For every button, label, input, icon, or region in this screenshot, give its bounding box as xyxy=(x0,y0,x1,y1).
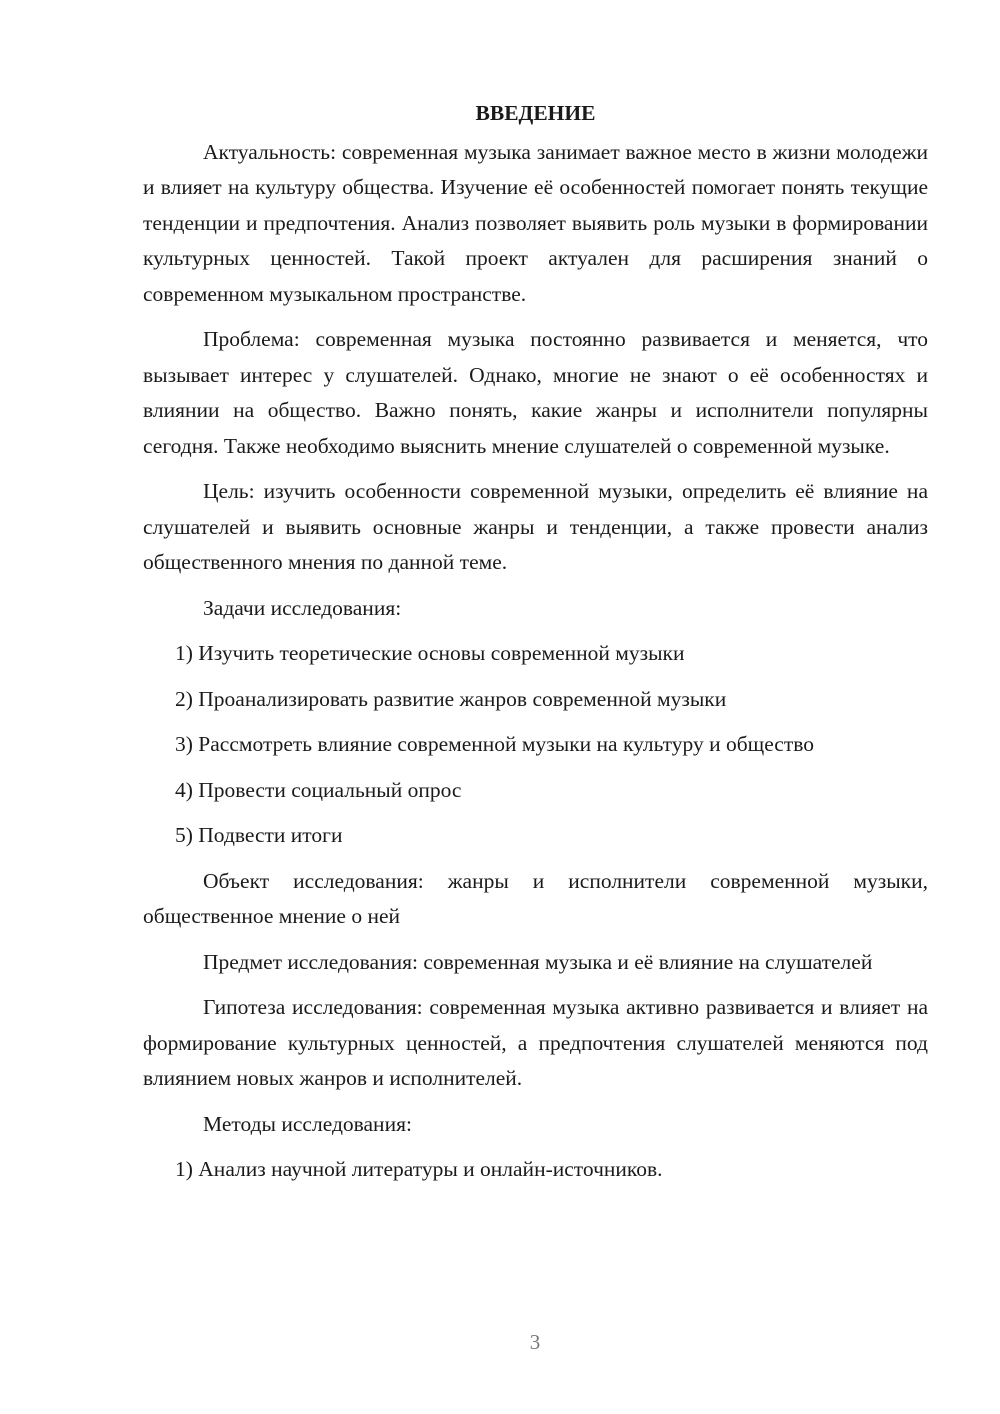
task-item: 2) Проанализировать развитие жанров современной музыки xyxy=(175,686,727,711)
object-paragraph: Объект исследования: жанры и исполнители современной музыки, общественное мнение о ней xyxy=(143,868,928,928)
page-number: 3 xyxy=(529,1330,541,1354)
task-item: 3) Рассмотреть влияние современной музыки на культуру и общество xyxy=(175,732,814,756)
task-item: 4) Провести социальный опрос xyxy=(175,777,462,802)
goal-paragraph: Цель: изучить особенности современной музыки, определить её влияние на слушателей и выявить основные жанры и тенденции, а также провести анализ общественного мнения по данной теме. xyxy=(143,479,928,574)
document-body xyxy=(143,96,928,1198)
task-item: 5) Подвести итоги xyxy=(175,823,343,847)
tasks-heading: Задачи исследования: xyxy=(203,595,402,620)
section-title: ВВЕДЕНИЕ xyxy=(475,101,596,125)
task-item: 1) Изучить теоретические основы современной музыки xyxy=(175,641,685,665)
method-item: 1) Анализ научной литературы и онлайн-источников. xyxy=(175,1157,663,1181)
methods-list xyxy=(143,1152,928,1188)
methods-heading: Методы исследования: xyxy=(203,1111,412,1136)
subject-paragraph: Предмет исследования: современная музыка и её влияние на слушателей xyxy=(203,949,873,974)
hypothesis-paragraph: Гипотеза исследования: современная музыка активно развивается и влияет на формирование культурных ценностей, а предпочтения слушателей меняются под влиянием новых жанров и исполнителей. xyxy=(143,995,928,1090)
tasks-list xyxy=(143,636,928,854)
problem-paragraph: Проблема: современная музыка постоянно развивается и меняется, что вызывает интерес у слушателей. Однако, многие не знают о её особенностях и влиянии на общество. Важно понять, какие жанры и исполнители популярны сегодня. Также необходимо выяснить мнение слушателей о современной музыке. xyxy=(143,327,928,458)
relevance-paragraph: Актуальность: современная музыка занимает важное место в жизни молодежи и влияет на культуру общества. Изучение её особенностей помогает понять текущие тенденции и предпочтения. Анализ позволяет выявить роль музыки в формировании культурных ценностей. Такой проект актуален для расширения знаний о современном музыкальном пространстве. xyxy=(143,139,928,306)
